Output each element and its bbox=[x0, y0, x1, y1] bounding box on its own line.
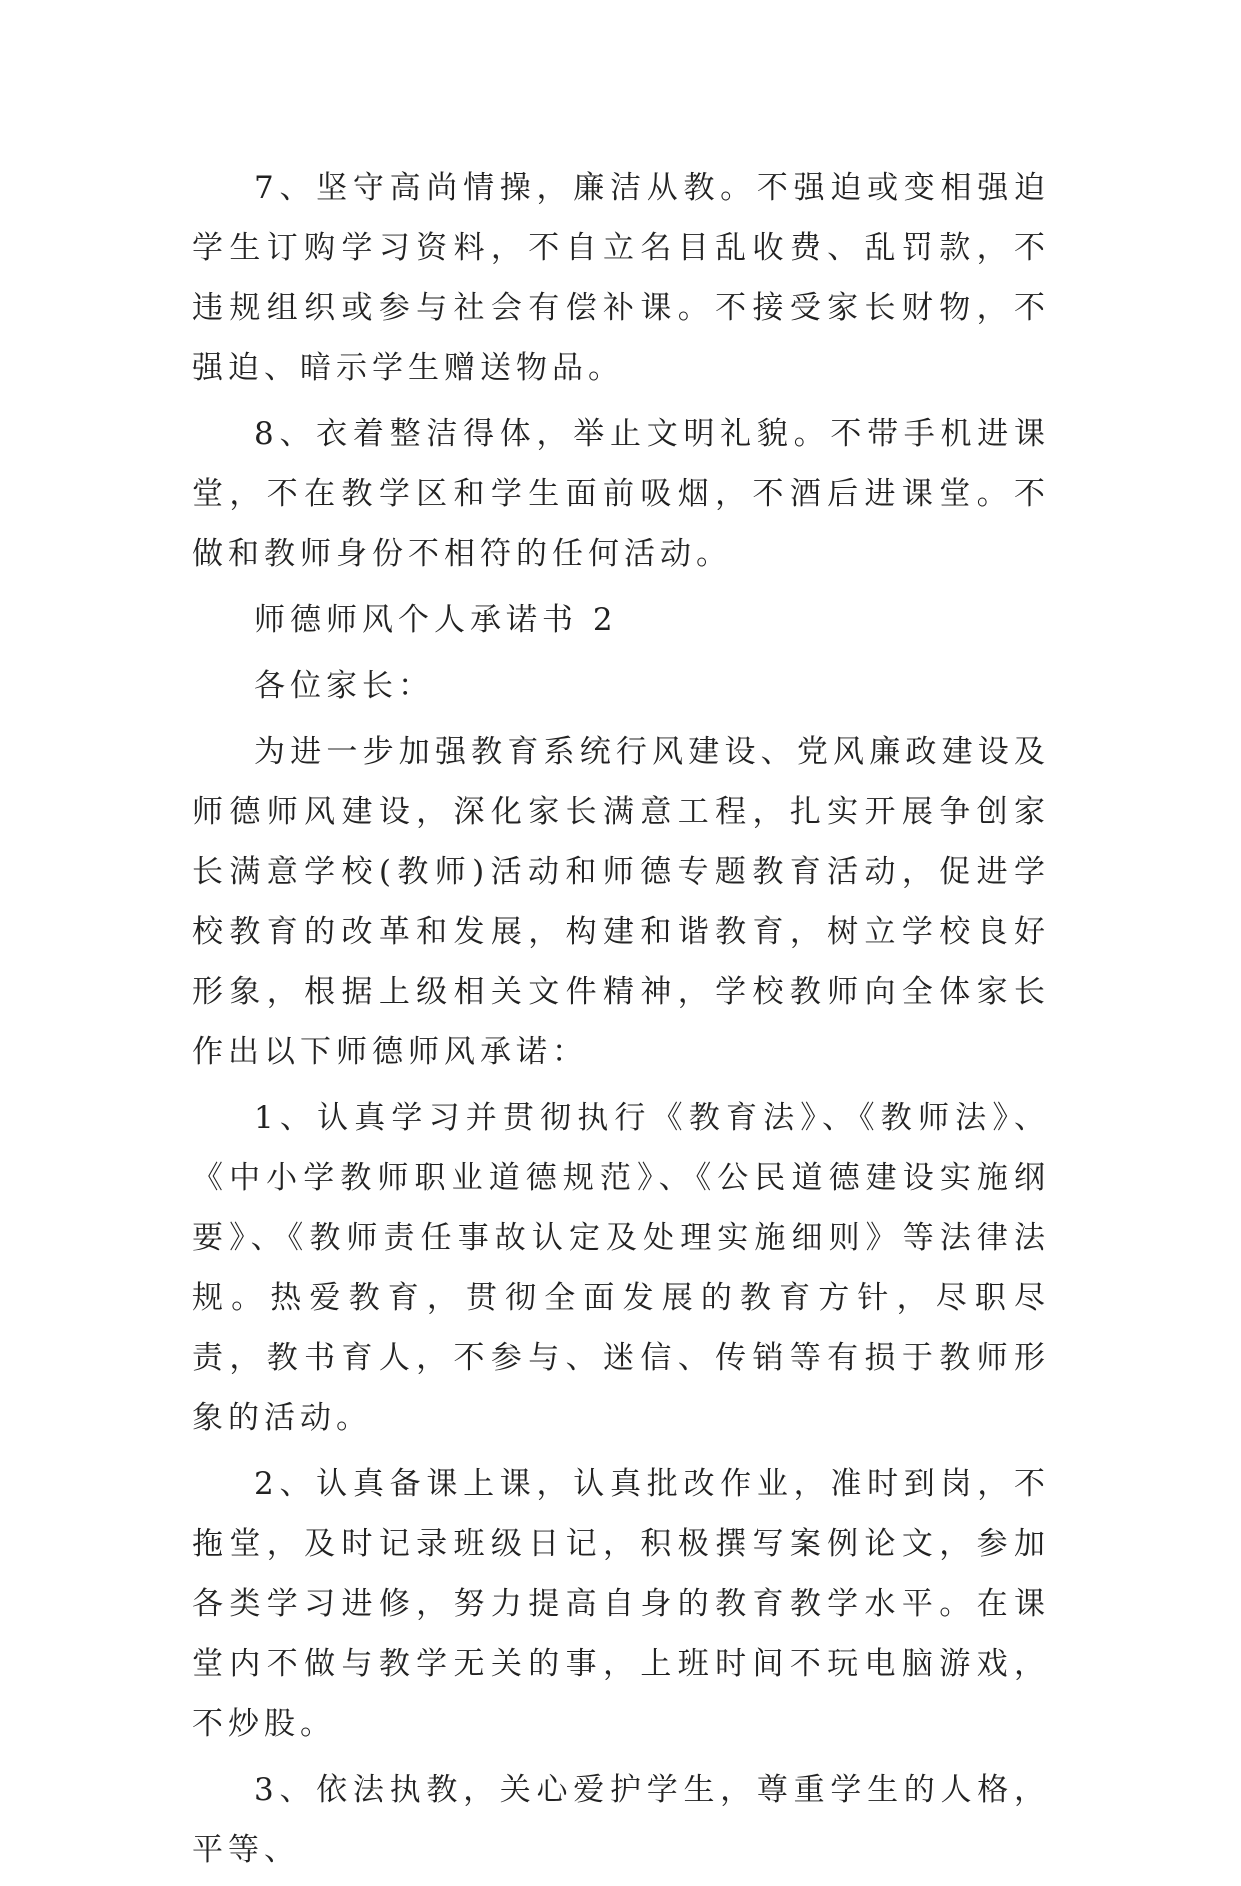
paragraph-item-2: 2、认真备课上课，认真批改作业，准时到岗，不拖堂，及时记录班级日记，积极撰写案例论文，参加各类学习进修，努力提高自身的教育教学水平。在课堂内不做与教学无关的事，上班时间不玩电脑游戏，不炒股。 bbox=[192, 1466, 1050, 1742]
document-body bbox=[192, 158, 1050, 1886]
greeting: 各位家长： bbox=[254, 668, 434, 704]
paragraph-item-8: 8、衣着整洁得体，举止文明礼貌。不带手机进课堂，不在教学区和学生面前吸烟，不酒后进课堂。不做和教师身份不相符的任何活动。 bbox=[192, 416, 1050, 572]
paragraph-item-3: 3、依法执教，关心爱护学生，尊重学生的人格，平等、 bbox=[192, 1772, 1050, 1868]
paragraph-item-7: 7、坚守高尚情操，廉洁从教。不强迫或变相强迫学生订购学习资料，不自立名目乱收费、乱罚款，不违规组织或参与社会有偿补课。不接受家长财物，不强迫、暗示学生赠送物品。 bbox=[192, 170, 1050, 386]
section-title: 师德师风个人承诺书 2 bbox=[254, 602, 618, 638]
paragraph-item-1: 1、认真学习并贯彻执行《教育法》、《教师法》、《中小学教师职业道德规范》、《公民道德建设实施纲要》、《教师责任事故认定及处理实施细则》等法律法规。热爱教育，贯彻全面发展的教育方针，尽职尽责，教书育人，不参与、迷信、传销等有损于教师形象的活动。 bbox=[192, 1100, 1050, 1436]
paragraph-intro: 为进一步加强教育系统行风建设、党风廉政建设及师德师风建设，深化家长满意工程，扎实开展争创家长满意学校(教师)活动和师德专题教育活动，促进学校教育的改革和发展，构建和谐教育，树立学校良好形象，根据上级相关文件精神，学校教师向全体家长作出以下师德师风承诺： bbox=[192, 734, 1050, 1070]
